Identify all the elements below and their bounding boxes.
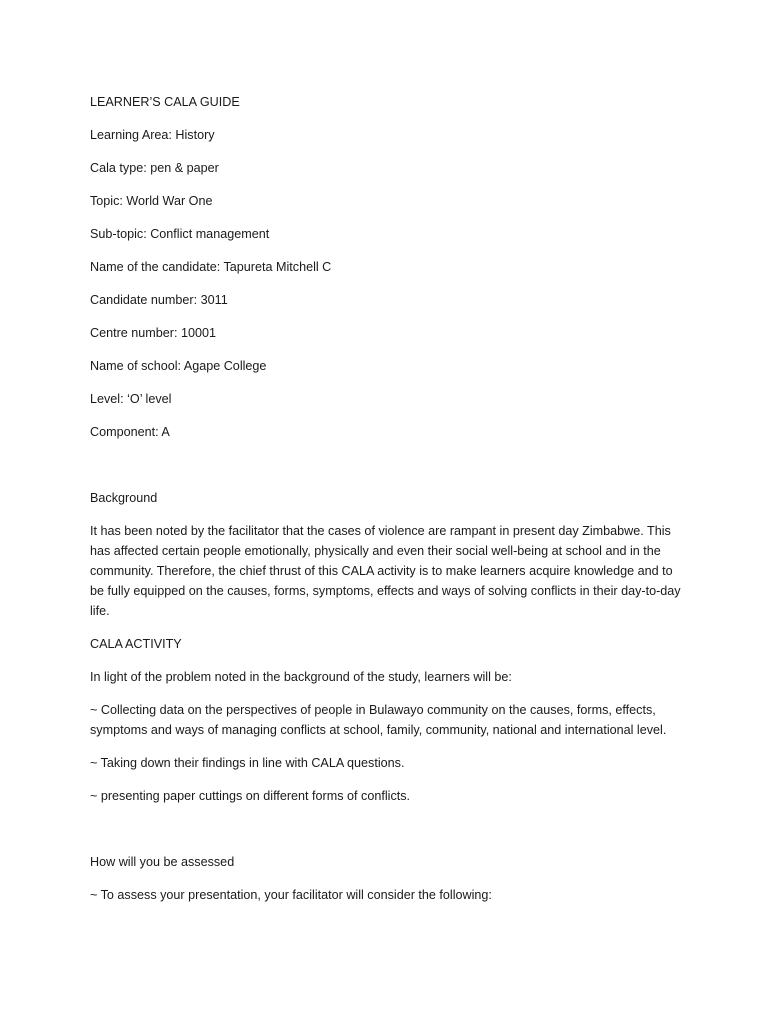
assessment-heading: How will you be assessed <box>90 855 235 869</box>
document-title: LEARNER’S CALA GUIDE <box>90 95 240 109</box>
detail-topic: Topic: World War One <box>90 194 213 208</box>
detail-level: Level: ‘O’ level <box>90 392 172 406</box>
detail-candidate-name: Name of the candidate: Tapureta Mitchell C <box>90 260 332 274</box>
detail-centre-number: Centre number: 10001 <box>90 326 217 340</box>
detail-sub-topic: Sub-topic: Conflict management <box>90 227 270 241</box>
detail-school-name: Name of school: Agape College <box>90 359 267 373</box>
detail-component: Component: A <box>90 425 170 439</box>
activity-intro: In light of the problem noted in the background of the study, learners will be: <box>90 670 512 684</box>
activity-item: ~ Taking down their findings in line with CALA questions. <box>90 756 405 770</box>
detail-cala-type: Cala type: pen & paper <box>90 161 219 175</box>
spacer <box>90 455 690 488</box>
document-page <box>90 92 690 918</box>
spacer <box>90 819 690 852</box>
activity-item: ~ presenting paper cuttings on different forms of conflicts. <box>90 789 411 803</box>
detail-candidate-number: Candidate number: 3011 <box>90 293 228 307</box>
activity-item: ~ Collecting data on the perspectives of people in Bulawayo community on the causes, forms, effects, symptoms and ways of managing conflicts at school, family, community, national and international level. <box>90 703 667 737</box>
detail-learning-area: Learning Area: History <box>90 128 215 142</box>
assessment-item: ~ To assess your presentation, your facilitator will consider the following: <box>90 888 492 902</box>
activity-heading: CALA ACTIVITY <box>90 637 182 651</box>
background-heading: Background <box>90 491 158 505</box>
background-paragraph: It has been noted by the facilitator that the cases of violence are rampant in present day Zimbabwe. This has affected certain people emotionally, physically and even their social well-being at school and in the community. Therefore, the chief thrust of this CALA activity is to make learners acquire knowledge and to be fully equipped on the causes, forms, symptoms, effects and ways of solving conflicts in their day-to-day life. <box>90 524 681 618</box>
